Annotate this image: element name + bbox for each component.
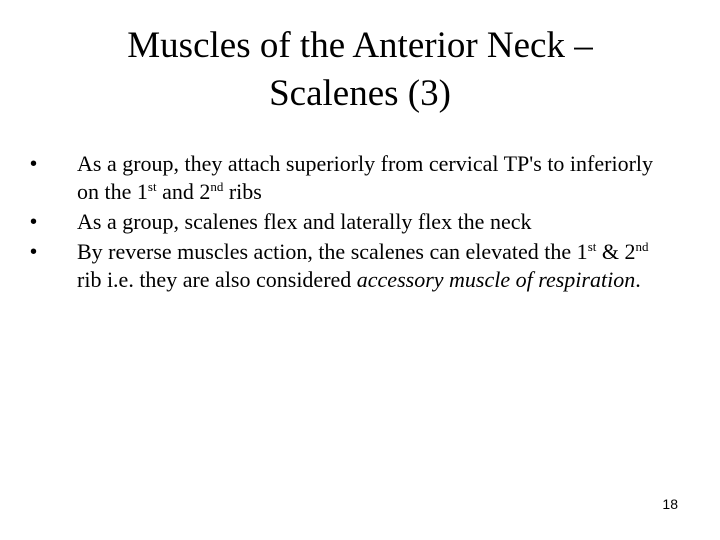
- bullet-3-superscript-st: st: [587, 239, 597, 254]
- page-number: 18: [662, 496, 678, 512]
- bullet-dot-icon: •: [30, 211, 38, 233]
- bullet-item-attachments: [30, 150, 670, 206]
- bullet-3-text-a: By reverse muscles action, the scalenes can elevated the 1: [77, 239, 588, 264]
- bullet-1-text-c: ribs: [223, 179, 262, 204]
- bullet-3-text-b: & 2: [596, 239, 636, 264]
- bullet-3-superscript-nd: nd: [635, 239, 649, 254]
- bullet-item-reverse-action: [30, 238, 670, 294]
- slide-title-line-1: Muscles of the Anterior Neck –: [127, 25, 593, 66]
- bullet-2-text: As a group, scalenes flex and laterally flex the neck: [77, 209, 532, 234]
- bullet-1-text-a: As a group, they attach superiorly from cervical TP's to inferiorly on the 1: [77, 151, 654, 204]
- slide-title-line-2: Scalenes (3): [269, 73, 451, 114]
- bullet-dot-icon: •: [30, 153, 38, 175]
- bullet-1-text-b: and 2: [156, 179, 211, 204]
- bullet-3-text-d: .: [635, 267, 641, 292]
- slide-title: [60, 22, 660, 118]
- bullet-item-actions: [30, 208, 670, 236]
- bullet-list: [30, 150, 670, 296]
- bullet-3-text-c: rib i.e. they are also considered: [77, 267, 357, 292]
- bullet-1-superscript-st: st: [147, 179, 157, 194]
- bullet-3-italic-term: accessory muscle of respiration: [356, 267, 636, 292]
- bullet-dot-icon: •: [30, 241, 38, 263]
- bullet-1-superscript-nd: nd: [210, 179, 224, 194]
